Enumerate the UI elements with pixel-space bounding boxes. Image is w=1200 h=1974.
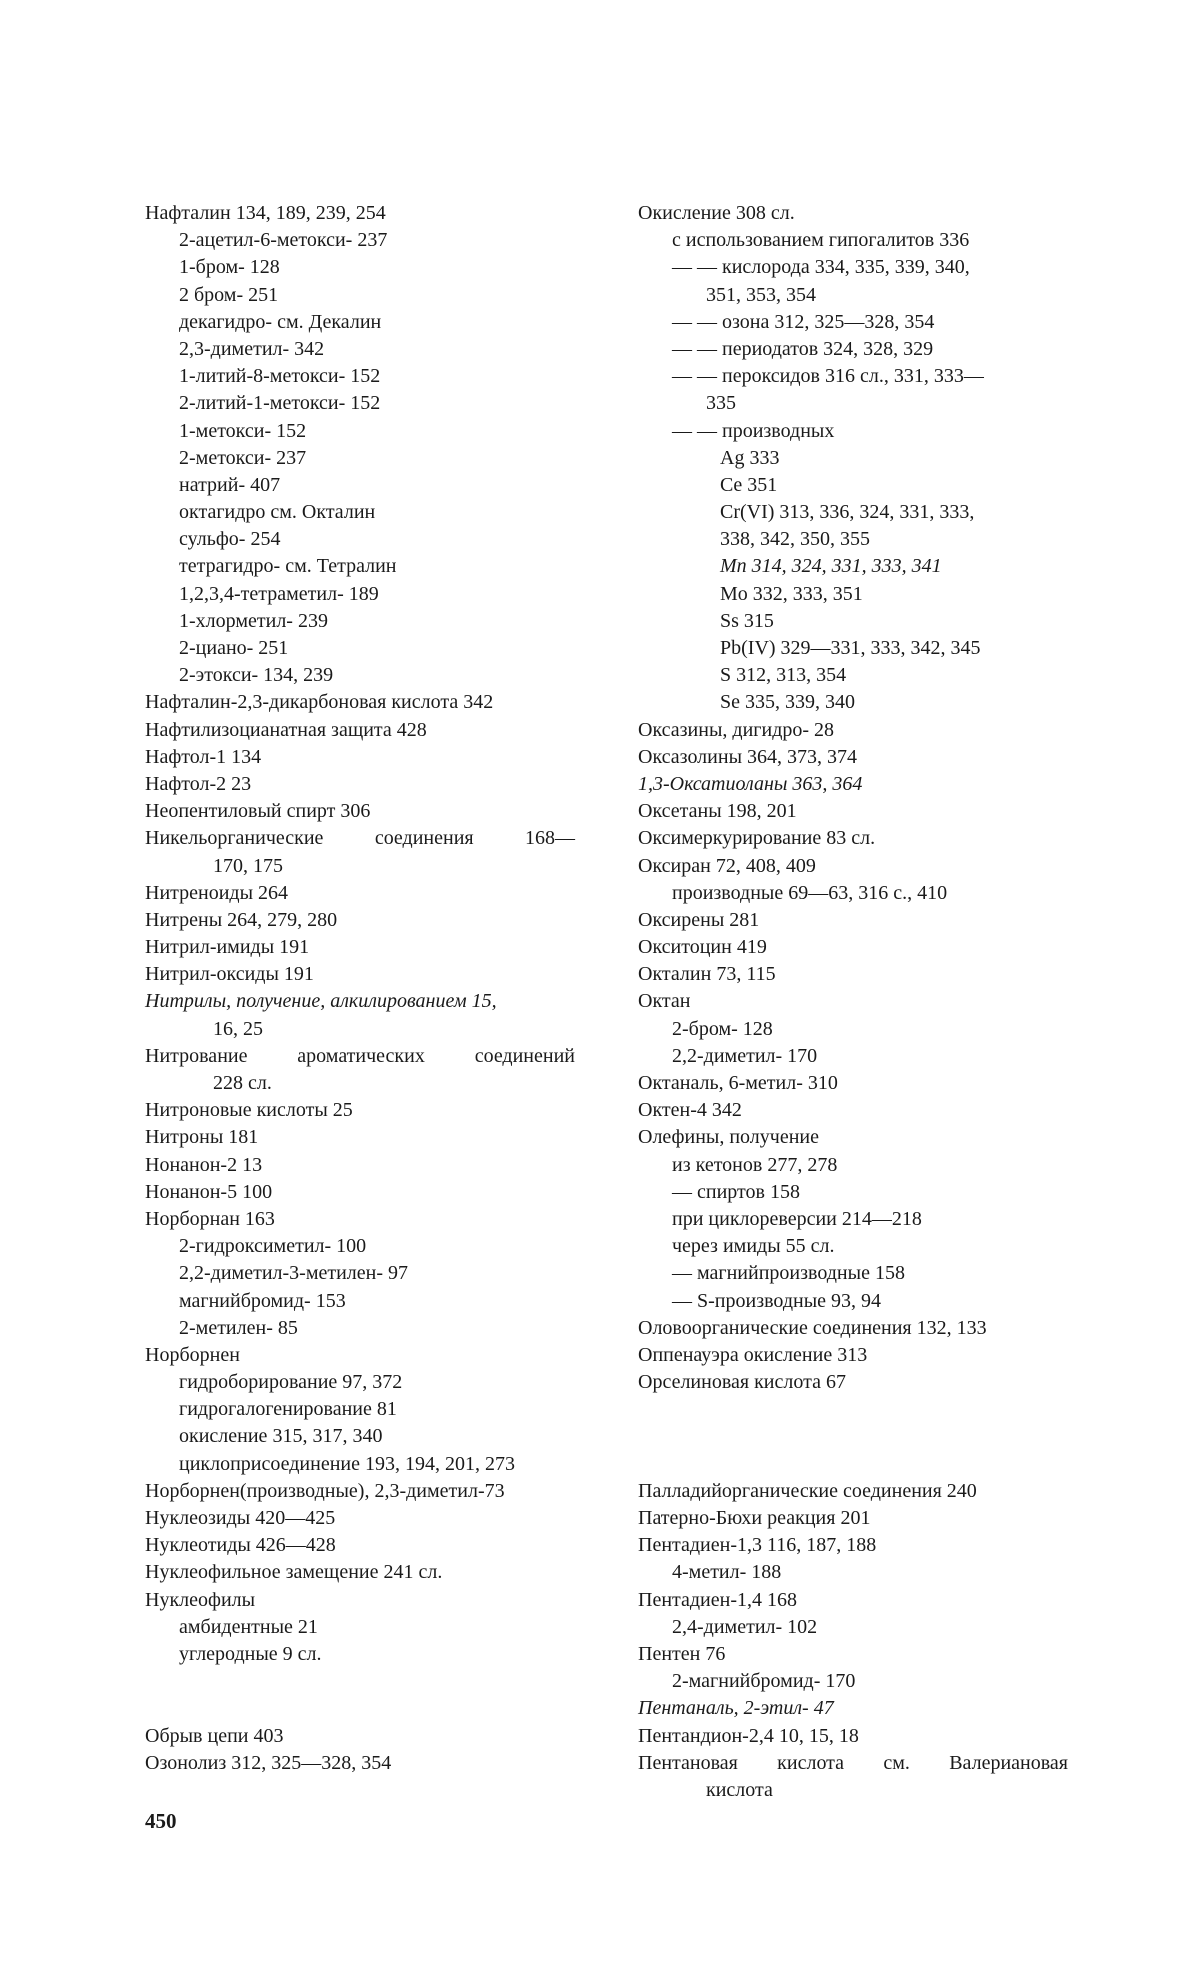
index-entry: Нафтол-2 23 [145,772,252,795]
index-subentry: Ag 333 [720,446,780,469]
index-subentry: S 312, 313, 354 [720,664,847,687]
index-entry: Нитроны 181 [145,1126,259,1149]
index-subentry: — — пероксидов 316 сл., 331, 333— [672,365,984,388]
index-entry: Окталин 73, 115 [638,963,776,986]
index-subentry: 2-литий-1-метокси- 152 [179,392,381,415]
index-subentry: через имиды 55 сл. [672,1235,835,1258]
index-subentry: 1,2,3,4-тетраметил- 189 [179,582,379,605]
index-subentry: 2-метилен- 85 [179,1316,298,1339]
index-entry: Нитреноиды 264 [145,881,289,904]
index-entry: Норборнен(производные), 2,3-диметил-73 [145,1479,505,1502]
index-entry: 1,3-Оксатиоланы 363, 364 [638,772,863,795]
index-column-right [638,200,1068,1804]
index-subentry: 2-магнийбромид- 170 [672,1670,856,1693]
index-entry: Окситоцин 419 [638,936,767,959]
index-subentry: магнийбромид- 153 [179,1289,346,1312]
index-entry: Оксиран 72, 408, 409 [638,854,816,877]
index-subentry: сульфо- 254 [179,528,281,551]
index-entry: Нафталин 134, 189, 239, 254 [145,202,386,224]
index-subentry: 2,4-диметил- 102 [672,1615,818,1638]
index-subentry: 228 сл. [213,1072,272,1094]
index-entry: Никельорганические соединения 168— [145,827,575,850]
index-subentry: гидроборирование 97, 372 [179,1371,403,1394]
index-entry: Пентен 76 [638,1642,726,1665]
index-subentry: 351, 353, 354 [706,283,816,306]
index-entry: Пентадиен-1,3 116, 187, 188 [638,1534,877,1557]
index-entry: Олефины, получение [638,1126,819,1149]
index-subentry: Mo 332, 333, 351 [720,582,863,605]
index-entry: Орселиновая кислота 67 [638,1371,846,1394]
index-subentry: — — периодатов 324, 328, 329 [672,337,934,360]
index-subentry: Cr(VI) 313, 336, 324, 331, 333, [720,501,975,524]
index-entry: Оксетаны 198, 201 [638,800,797,823]
index-entry: Пентандион-2,4 10, 15, 18 [638,1724,859,1747]
index-subentry: при циклореверсии 214—218 [672,1207,922,1230]
index-subentry: — S-производные 93, 94 [672,1289,882,1312]
index-subentry: 2-гидроксиметил- 100 [179,1235,367,1258]
index-subentry: 2 бром- 251 [179,283,279,306]
index-subentry: 2-этокси- 134, 239 [179,664,334,687]
index-entry: Нуклеофилы [145,1588,256,1611]
index-column-left [145,200,575,1777]
index-subentry: 2-ацетил-6-метокси- 237 [179,229,388,252]
index-subentry: октагидро см. Окталин [179,501,376,524]
index-entry: Оксазины, дигидро- 28 [638,718,835,741]
index-entry: Нитрование ароматических соединений [145,1044,575,1067]
index-subentry: — магнийпроизводные 158 [672,1262,905,1285]
index-subentry: 4-метил- 188 [672,1561,782,1584]
index-entry: Октаналь, 6-метил- 310 [638,1072,838,1094]
index-subentry: из кетонов 277, 278 [672,1153,838,1176]
index-entry: Нафтол-1 134 [145,745,262,768]
index-entry: Нитрены 264, 279, 280 [145,908,338,931]
index-spacer [638,1451,1068,1478]
index-subentry: 2-циано- 251 [179,637,289,659]
index-entry: Пентадиен-1,4 168 [638,1588,798,1611]
index-entry: Норборнен [145,1343,240,1366]
index-subentry: 16, 25 [213,1017,263,1040]
index-subentry: 2-бром- 128 [672,1017,773,1040]
index-subentry: углеродные 9 сл. [179,1642,322,1665]
index-subentry: — спиртов 158 [672,1180,800,1203]
index-entry: Неопентиловый спирт 306 [145,800,371,823]
index-entry: Оксирены 281 [638,908,760,931]
index-subentry: Mn 314, 324, 331, 333, 341 [720,555,942,578]
index-subentry: амбидентные 21 [179,1615,318,1638]
index-subentry: — — производных [672,419,835,442]
index-subentry: окисление 315, 317, 340 [179,1425,383,1448]
index-entry: Октен-4 342 [638,1099,742,1122]
index-subentry: Se 335, 339, 340 [720,691,855,714]
index-entry: Нуклеофильное замещение 241 сл. [145,1561,443,1584]
index-entry: Нитрил-имиды 191 [145,936,310,959]
index-entry: Октан [638,990,691,1013]
index-subentry: 338, 342, 350, 355 [720,528,870,551]
index-entry: Окисление 308 сл. [638,202,795,224]
index-entry: Озонолиз 312, 325—328, 354 [145,1751,392,1774]
index-subentry: 2-метокси- 237 [179,446,307,469]
index-entry: Нафталин-2,3-дикарбоновая кислота 342 [145,691,494,714]
index-subentry: 2,2-диметил- 170 [672,1044,818,1067]
index-subentry: 2,2-диметил-3-метилен- 97 [179,1262,409,1285]
index-entry: Норборнан 163 [145,1207,275,1230]
index-subentry: производные 69—63, 316 с., 410 [672,881,948,904]
index-entry: Оппенауэра окисление 313 [638,1343,868,1366]
index-entry: Нонанон-2 13 [145,1153,263,1176]
index-subentry: 1-метокси- 152 [179,419,307,442]
index-entry: Патерно-Бюхи реакция 201 [638,1507,871,1530]
index-subentry: Pb(IV) 329—331, 333, 342, 345 [720,637,981,659]
index-subentry: с использованием гипогалитов 336 [672,229,970,252]
index-subentry: — — озона 312, 325—328, 354 [672,310,935,333]
index-entry: Нонанон-5 100 [145,1180,273,1203]
index-subentry: циклоприсоединение 193, 194, 201, 273 [179,1452,515,1475]
index-subentry: декагидро- см. Декалин [179,310,382,333]
index-subentry: тетрагидро- см. Тетралин [179,555,397,578]
index-entry: Нитроновые кислоты 25 [145,1099,353,1122]
index-entry: Палладийорганические соединения 240 [638,1479,977,1502]
index-subentry: 1-бром- 128 [179,256,280,279]
index-subentry: натрий- 407 [179,473,281,496]
index-subentry: Ce 351 [720,473,778,496]
index-subentry: 170, 175 [213,854,283,877]
index-entry: Оксазолины 364, 373, 374 [638,745,858,768]
index-entry: Нуклеотиды 426—428 [145,1534,336,1557]
index-entry: Нитрилы, получение, алкилированием 15, [145,990,497,1013]
index-entry: Нафтилизоцианатная защита 428 [145,718,427,741]
index-entry: Оловоорганические соединения 132, 133 [638,1316,987,1339]
index-entry: Пентаналь, 2-этил- 47 [638,1697,834,1720]
index-subentry: 1-литий-8-метокси- 152 [179,365,381,388]
index-subentry: гидрогалогенирование 81 [179,1398,397,1421]
index-subentry: кислота [706,1778,773,1801]
index-entry: Нуклеозиды 420—425 [145,1507,336,1529]
index-subentry: 335 [706,392,736,415]
index-entry: Нитрил-оксиды 191 [145,963,314,986]
index-subentry: 2,3-диметил- 342 [179,337,325,360]
index-subentry: — — кислорода 334, 335, 339, 340, [672,256,970,279]
index-entry: Обрыв цепи 403 [145,1724,284,1747]
index-entry: Оксимеркурирование 83 сл. [638,827,876,850]
page-number: 450 [145,1809,177,1833]
index-spacer [145,1668,575,1722]
index-spacer [638,1396,1068,1450]
index-entry: Пентановая кислота см. Валериановая [638,1751,1068,1774]
index-subentry: 1-хлорметил- 239 [179,609,328,632]
index-subentry: Ss 315 [720,609,774,632]
